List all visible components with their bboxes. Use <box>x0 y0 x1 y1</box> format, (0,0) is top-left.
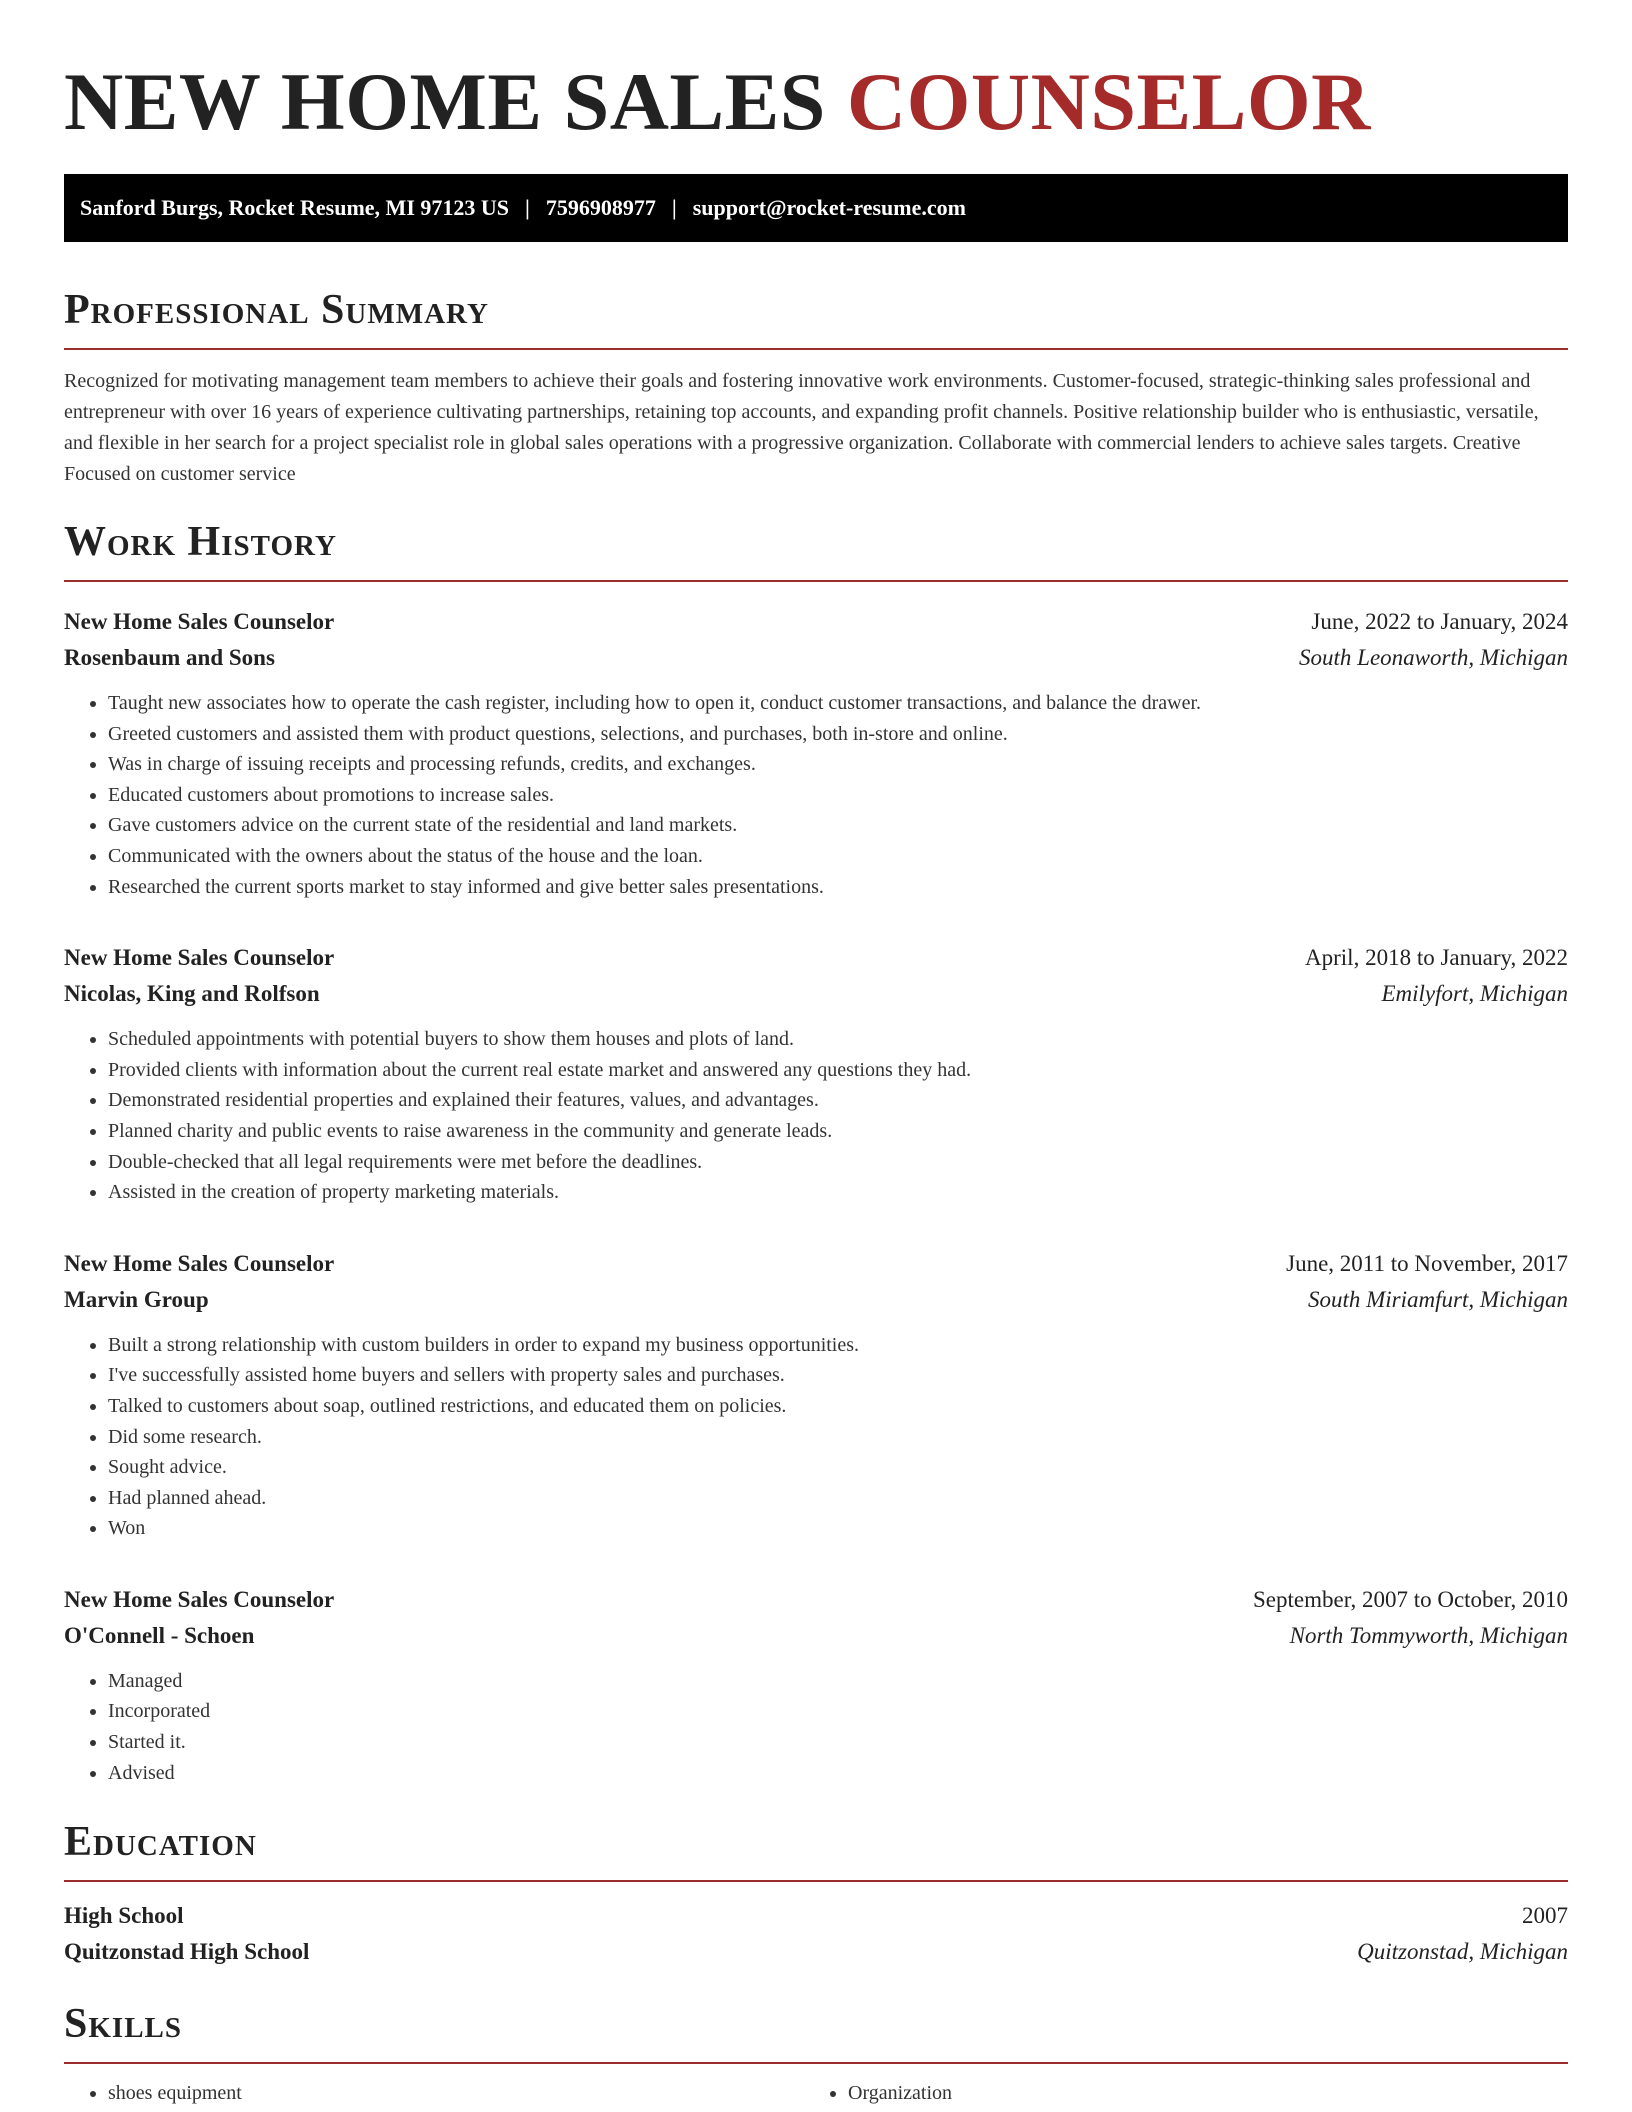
duty-item: • Planned charity and public events to raise awareness in the community and generate leads. <box>108 1116 1568 1147</box>
duty-item: • Managed <box>108 1666 1568 1697</box>
work-history-section <box>64 518 1568 1788</box>
contact-email: support@rocket-resume.com <box>692 195 966 220</box>
summary-text: Recognized for motivating management team members to achieve their goals and fostering innovative work environments. Customer-focused, strategic-thinking sales professional and entrepreneur with over 16 years of experience cultivating partnerships, retaining top accounts, and expanding profit channels. Positive relationship builder who is enthusiastic, versatile, and flexible in her search for a project specialist role in global sales operations with a progressive organization. Collaborate with commercial lenders to achieve sales targets. Creative Focused on customer service <box>64 370 1539 485</box>
duty-item: • Gave customers advice on the current state of the residential and land markets. <box>108 810 1568 841</box>
job-location: Emilyfort, Michigan <box>1381 981 1568 1007</box>
contact-phone: 7596908977 <box>545 195 656 220</box>
contact-separator: | <box>671 195 677 220</box>
summary-section <box>64 286 1568 490</box>
duty-item: • Double-checked that all legal requirements were met before the deadlines. <box>108 1147 1568 1178</box>
job-entry <box>64 1582 1568 1788</box>
job-duties <box>64 1330 1568 1544</box>
skill-item: • Organization <box>848 2078 1544 2108</box>
education-heading: Education <box>64 1819 257 1866</box>
duty-item: • Taught new associates how to operate the cash register, including how to open it, conduct customer transactions, and balance the drawer. <box>108 688 1568 719</box>
education-entry <box>64 1898 1568 1970</box>
job-duties <box>64 1666 1568 1788</box>
job-title: New Home Sales Counselor <box>64 1250 335 1276</box>
job-title: New Home Sales Counselor <box>64 609 335 634</box>
duty-item: • Communicated with the owners about the status of the house and the loan. <box>108 841 1568 872</box>
job-dates: June, 2011 to November, 2017 <box>1286 1250 1568 1276</box>
duty-item: • Won <box>108 1513 1568 1544</box>
duty-item: • Built a strong relationship with custom builders in order to expand my business opportunities. <box>108 1330 1568 1361</box>
duty-item: • Advised <box>108 1758 1568 1789</box>
title-accent: COUNSELOR <box>846 56 1371 147</box>
duty-item: • Demonstrated residential properties and explained their features, values, and advantages. <box>108 1085 1568 1116</box>
job-location: South Leonaworth, Michigan <box>1299 645 1568 670</box>
duty-item: • Did some research. <box>108 1422 1568 1453</box>
job-dates: September, 2007 to October, 2010 <box>1253 1586 1568 1612</box>
job-dates: April, 2018 to January, 2022 <box>1305 945 1568 971</box>
work-history-heading: Work History <box>64 519 337 565</box>
duty-item: • I've successfully assisted home buyers and sellers with property sales and purchases. <box>108 1360 1568 1391</box>
duty-item: • Talked to customers about soap, outlined restrictions, and educated them on policies. <box>108 1391 1568 1422</box>
duty-item: • Assisted in the creation of property marketing materials. <box>108 1177 1568 1208</box>
job-company: Nicolas, King and Rolfson <box>64 981 320 1007</box>
duty-item: • Provided clients with information about the current real estate market and answered any questions they had. <box>108 1055 1568 1086</box>
job-title: New Home Sales Counselor <box>64 945 335 971</box>
education-school: Quitzonstad High School <box>64 1939 310 1965</box>
job-dates: June, 2022 to January, 2024 <box>1311 609 1568 634</box>
duty-item: • Had planned ahead. <box>108 1483 1568 1514</box>
contact-separator: | <box>525 195 530 220</box>
duty-item: • Greeted customers and assisted them with product questions, selections, and purchases, both in-store and online. <box>108 719 1568 750</box>
job-entry <box>64 604 1568 902</box>
job-company: Rosenbaum and Sons <box>64 645 275 670</box>
duty-item: • Started it. <box>108 1727 1568 1758</box>
job-duties <box>64 1024 1568 1208</box>
job-entry <box>64 940 1568 1208</box>
job-title: New Home Sales Counselor <box>64 1586 335 1612</box>
summary-heading: Professional Summary <box>64 287 489 333</box>
job-location: South Miriamfurt, Michigan <box>1307 1286 1568 1312</box>
education-year: 2007 <box>1522 1903 1568 1929</box>
education-section <box>64 1818 1568 1970</box>
resume-title <box>64 52 1568 152</box>
duty-item: • Scheduled appointments with potential buyers to show them houses and plots of land. <box>108 1024 1568 1055</box>
job-company: Marvin Group <box>64 1286 209 1312</box>
contact-bar <box>64 174 1568 242</box>
section-divider <box>64 348 1568 350</box>
skills-section <box>64 2000 1568 2108</box>
duty-item: • Incorporated <box>108 1696 1568 1727</box>
education-location: Quitzonstad, Michigan <box>1357 1939 1568 1965</box>
skill-item: • shoes equipment <box>108 2078 804 2108</box>
job-location: North Tommyworth, Michigan <box>1289 1622 1568 1648</box>
contact-address: Sanford Burgs, Rocket Resume, MI 97123 US <box>80 195 509 220</box>
education-degree: High School <box>64 1903 184 1929</box>
duty-item: • Researched the current sports market to stay informed and give better sales presentations. <box>108 872 1568 903</box>
duty-item: • Educated customers about promotions to increase sales. <box>108 780 1568 811</box>
skills-column-right <box>804 2078 1544 2108</box>
title-main: NEW HOME SALES <box>64 56 826 147</box>
skills-column-left <box>64 2078 804 2108</box>
section-divider <box>64 580 1568 582</box>
section-divider <box>64 1880 1568 1882</box>
job-entry <box>64 1246 1568 1544</box>
job-company: O'Connell - Schoen <box>64 1622 255 1648</box>
skills-heading: Skills <box>64 2001 183 2048</box>
job-duties <box>64 688 1568 902</box>
section-divider <box>64 2062 1568 2064</box>
duty-item: • Sought advice. <box>108 1452 1568 1483</box>
duty-item: • Was in charge of issuing receipts and processing refunds, credits, and exchanges. <box>108 749 1568 780</box>
skills-grid <box>64 2078 1568 2108</box>
